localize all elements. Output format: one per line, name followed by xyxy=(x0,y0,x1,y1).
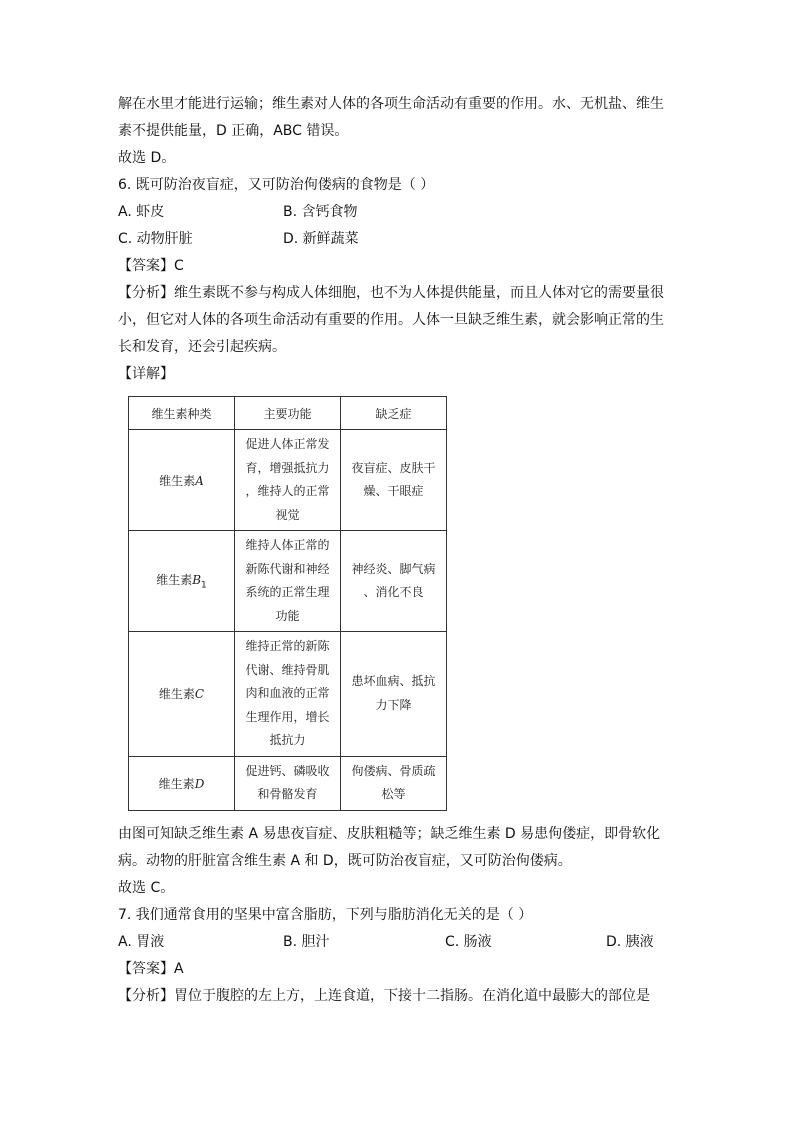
main-function-cell xyxy=(235,632,341,757)
deficiency-text-line: 夜盲症、皮肤干 xyxy=(351,460,436,475)
analysis-line: 小，但它对人体的各项生命活动有重要的作用。人体一旦缺乏维生素，就会影响正常的生 xyxy=(118,312,664,328)
function-text-line: 肉和血液的正常 xyxy=(245,686,330,700)
function-text-line: 功能 xyxy=(275,608,300,623)
option-a: A. 胃液 xyxy=(118,933,165,950)
header-deficiency: 缺乏症 xyxy=(341,397,447,430)
function-text-line: 生理作用，增长 xyxy=(245,709,330,724)
question-7-options xyxy=(118,929,678,956)
vitamin-subscript: 1 xyxy=(201,580,207,591)
vitamin-name-cell xyxy=(129,756,235,810)
vitamin-table xyxy=(128,396,447,811)
option-b: B. 含钙食物 xyxy=(283,204,358,220)
question-6: 6. 既可防治夜盲症，又可防治佝偻病的食物是（ ） xyxy=(118,177,435,193)
document-page xyxy=(118,91,678,1010)
question-6-options-row-2 xyxy=(118,226,678,253)
vitamin-letter: B xyxy=(192,573,202,588)
main-function-cell xyxy=(235,430,341,531)
vitamin-letter: C xyxy=(194,687,205,702)
header-vitamin-type: 维生素种类 xyxy=(129,397,235,430)
deficiency-cell xyxy=(341,756,447,810)
deficiency-cell xyxy=(341,531,447,632)
main-function-cell xyxy=(235,756,341,810)
table-row xyxy=(129,632,447,757)
function-text-line: 维持正常的新陈 xyxy=(245,639,330,653)
function-text-line: 促进人体正常发 xyxy=(245,437,330,451)
table-row xyxy=(129,756,447,810)
vitamin-name-prefix: 维生素 xyxy=(158,687,195,702)
option-d: D. 胰液 xyxy=(606,933,654,950)
function-text-line: 维持人体正常的 xyxy=(245,538,330,552)
vitamin-name-prefix: 维生素 xyxy=(156,573,193,588)
vitamin-name-cell xyxy=(129,632,235,757)
vitamin-name-prefix: 维生素 xyxy=(158,776,195,791)
option-c: C. 肠液 xyxy=(445,933,492,950)
option-d: D. 新鲜蔬菜 xyxy=(283,231,359,247)
function-text-line: 视觉 xyxy=(275,507,300,522)
conclusion-line: 由图可知缺乏维生素 A 易患夜盲症、皮肤粗糙等；缺乏维生素 D 易患佝偻症，即骨软化 xyxy=(118,825,661,842)
function-text-line: 抵抗力 xyxy=(269,733,306,747)
answer: 【答案】A xyxy=(118,960,184,977)
deficiency-text-line: 燥、干眼症 xyxy=(363,484,424,498)
deficiency-text-line: 松等 xyxy=(381,787,406,801)
function-text-line: 新陈代谢和神经 xyxy=(245,561,330,576)
header-main-function: 主要功能 xyxy=(235,397,341,430)
deficiency-text-line: 力下降 xyxy=(375,697,412,712)
detail-label: 【详解】 xyxy=(118,366,174,382)
vitamin-name-cell xyxy=(129,531,235,632)
option-b: B. 胆汁 xyxy=(283,933,330,950)
deficiency-text-line: 神经炎、脚气病 xyxy=(351,561,436,576)
deficiency-cell xyxy=(341,430,447,531)
function-text-line: 育，增强抵抗力 xyxy=(245,460,330,475)
intro-line: 解在水里才能进行运输；维生素对人体的各项生命活动有重要的作用。水、无机盐、维生 xyxy=(118,96,664,112)
function-text-line: ，维持人的正常 xyxy=(245,484,330,498)
answer: 【答案】C xyxy=(118,258,184,274)
conclusion-choice: 故选 C。 xyxy=(118,879,175,896)
deficiency-text-line: 佝偻病、骨质疏 xyxy=(351,763,436,778)
question-6-options-row-1 xyxy=(118,199,678,226)
vitamin-name-prefix: 维生素 xyxy=(159,473,196,488)
deficiency-text-line: 患坏血病、抵抗 xyxy=(351,674,436,689)
option-c: C. 动物肝脏 xyxy=(118,231,193,247)
question-7: 7. 我们通常食用的坚果中富含脂肪，下列与脂肪消化无关的是（ ） xyxy=(118,906,533,923)
option-a: A. 虾皮 xyxy=(118,204,165,220)
main-function-cell xyxy=(235,531,341,632)
intro-choice: 故选 D。 xyxy=(118,150,176,166)
deficiency-cell xyxy=(341,632,447,757)
function-text-line: 代谢、维持骨肌 xyxy=(245,662,330,677)
function-text-line: 系统的正常生理 xyxy=(245,585,330,599)
table-row xyxy=(129,430,447,531)
intro-line: 素不提供能量，D 正确，ABC 错误。 xyxy=(118,123,349,139)
analysis-line: 【分析】维生素既不参与构成人体细胞，也不为人体提供能量，而且人体对它的需要量很 xyxy=(118,285,664,301)
function-text-line: 促进钙、磷吸收 xyxy=(245,763,330,778)
vitamin-letter: A xyxy=(195,473,204,488)
function-text-line: 和骨骼发育 xyxy=(257,787,318,801)
conclusion-line: 病。动物的肝脏富含维生素 A 和 D，既可防治夜盲症，又可防治佝偻病。 xyxy=(118,852,572,869)
deficiency-text-line: 、消化不良 xyxy=(363,585,424,599)
table-header-row xyxy=(129,397,447,430)
table-row xyxy=(129,531,447,632)
analysis-line: 【分析】胃位于腹腔的左上方，上连食道，下接十二指肠。在消化道中最膨大的部位是 xyxy=(118,987,650,1004)
analysis-line: 长和发育，还会引起疾病。 xyxy=(118,339,286,355)
vitamin-name-cell xyxy=(129,430,235,531)
vitamin-letter: D xyxy=(194,776,205,791)
